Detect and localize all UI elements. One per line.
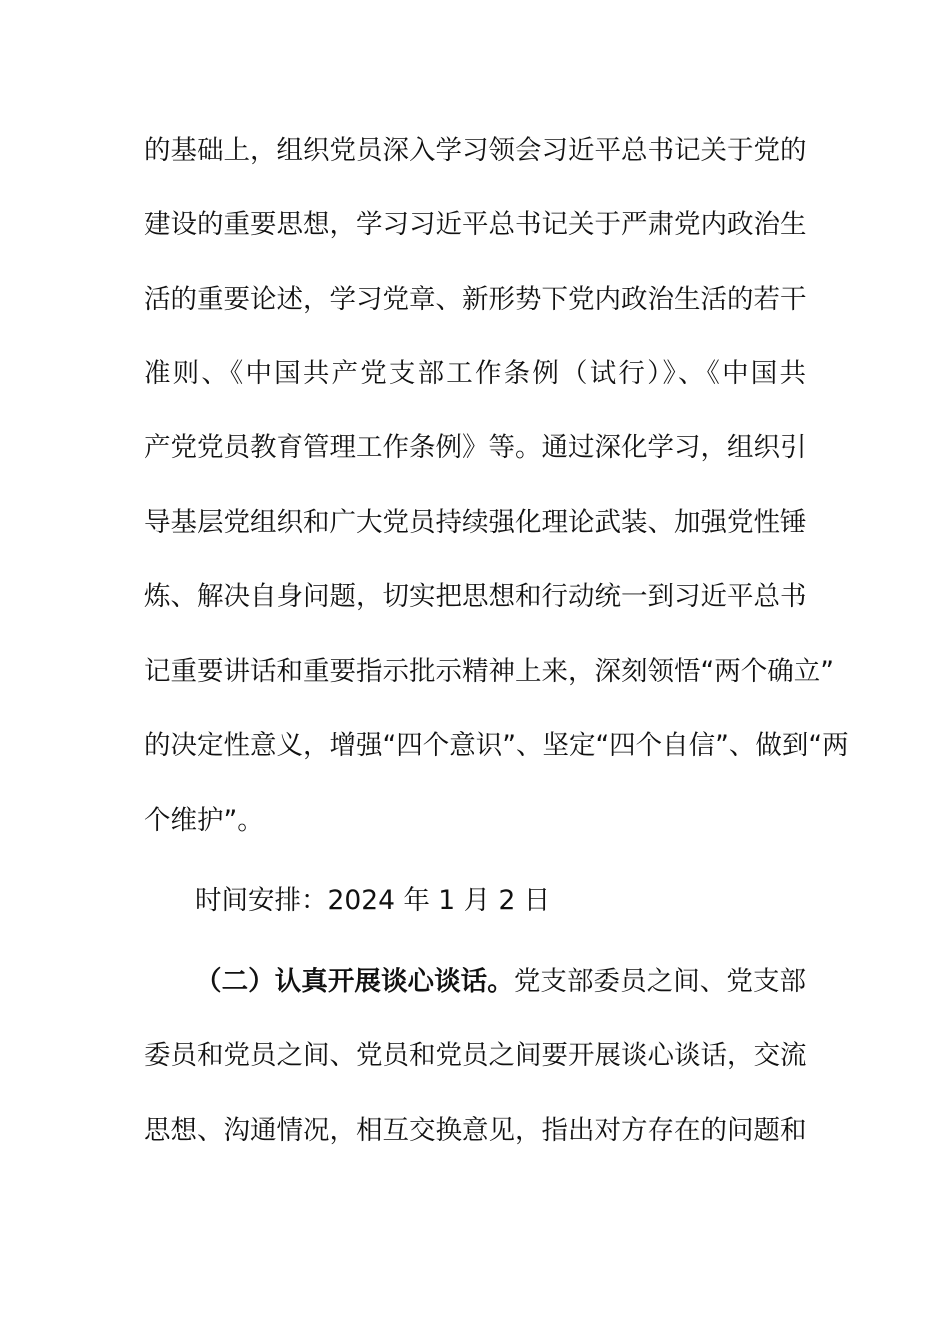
paragraph-line: 的基础上，组织党员深入学习领会习近平总书记关于党的 [144,135,807,166]
section-heading-continuation: 党支部委员之间、党支部 [513,966,807,997]
paragraph-line: 个维护”。 [144,805,264,836]
paragraph-line: 思想、沟通情况，相互交换意见，指出对方存在的问题和 [144,1115,807,1146]
paragraph-line: 准则、《中国共产党支部工作条例（试行）》、《中国共 [144,358,806,389]
paragraph-line: 委员和党员之间、党员和党员之间要开展谈心谈话，交流 [144,1040,807,1071]
paragraph-line: 活的重要论述，学习党章、新形势下党内政治生活的若干 [144,284,807,315]
paragraph-line: 的决定性意义，增强“四个意识”、坚定“四个自信”、做到“两 [144,730,849,761]
section-heading-line [195,962,806,1002]
paragraph-line: 建设的重要思想，学习习近平总书记关于严肃党内政治生 [144,209,807,240]
paragraph-line: 导基层党组织和广大党员持续强化理论武装、加强党性锤 [144,507,807,538]
section-heading: （二）认真开展谈心谈话。 [195,966,514,997]
paragraph-line: 产党党员教育管理工作条例》等。通过深化学习，组织引 [144,432,807,463]
paragraph-line: 记重要讲话和重要指示批示精神上来，深刻领悟“两个确立” [144,656,834,687]
paragraph-line: 炼、解决自身问题，切实把思想和行动统一到习近平总书 [144,581,807,612]
schedule-line: 时间安排：2024 年 1 月 2 日 [195,885,551,916]
